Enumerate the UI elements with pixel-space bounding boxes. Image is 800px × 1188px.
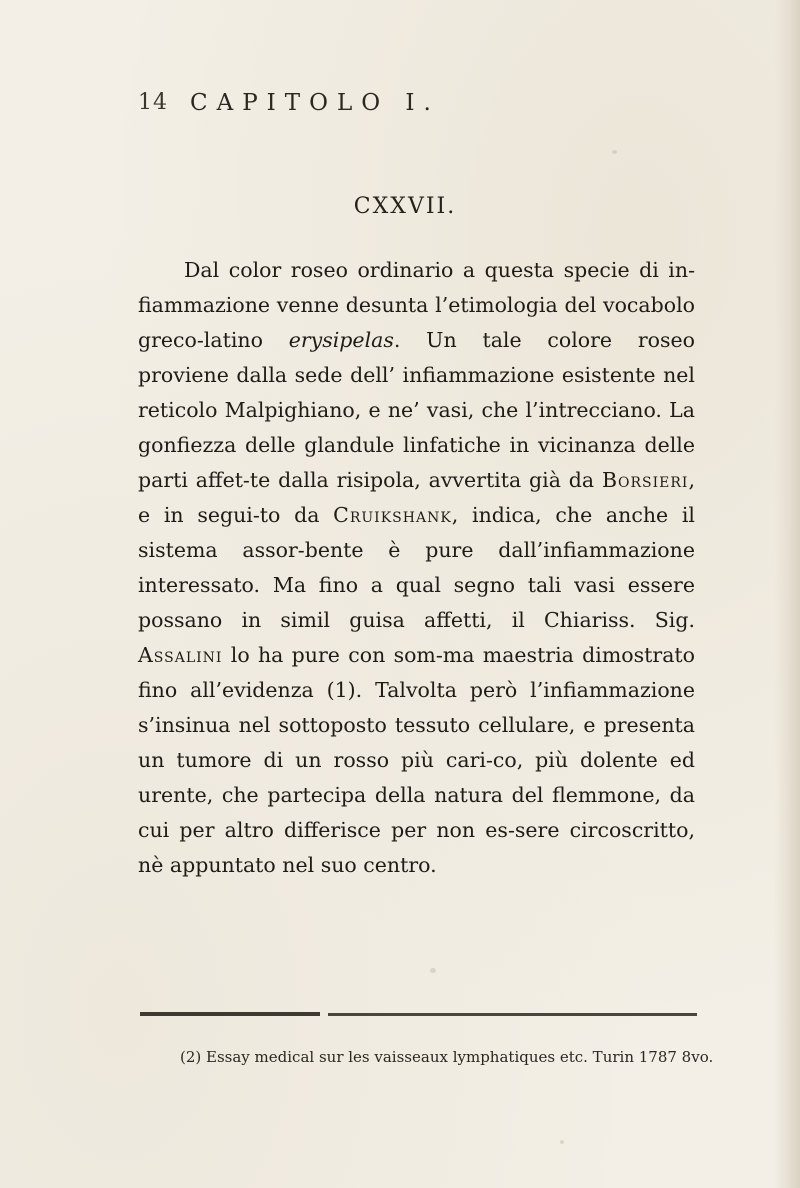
paragraph-text-2: . Un tale colore roseo proviene dalla sede dell’ infiammazione esistente nel reticolo Malpighiano, e ne’ vasi, che l’intrecciano. La gonfiezza delle glandule linfatiche in vicinanza delle parti affet-te dalla risipola, avvertita già da [138,328,695,492]
paragraph-text-1: Dal color roseo ordinario a questa specie di in-fiammazione venne desunta l’etimologia del vocabolo greco-latino [138,258,695,352]
author-name-assalini: Assalini [138,643,223,667]
italic-term: erysipelas [288,328,394,352]
running-head [138,90,658,120]
paragraph-text-5: lo ha pure con som-ma maestria dimostrato fino all’evidenza (1). Talvolta però l’infiammazione s’insinua nel sottoposto tessuto cellulare, e presenta un tumore di un rosso più cari-co, più dolente ed urente, che partecipa della natura del flemmone, da cui per altro differisce per non es-sere circoscritto, nè appuntato nel suo centro. [138,643,695,877]
rule-segment-left [140,1012,320,1016]
author-name-cruikshank: Cruikshank [333,503,452,527]
body-paragraph [138,253,695,883]
page-number: 14 [138,90,168,115]
paragraph-text-4: , indica, che anche il sistema assor-bente è pure dall’infiammazione interessato. Ma fino a qual segno tali vasi essere possano in simil guisa affetti, il Chiariss. Sig. [138,503,695,632]
paper-speck [612,150,617,154]
footnote-rule [140,1012,697,1017]
page-edge-shadow [774,0,800,1188]
chapter-heading: CAPITOLO I. [190,90,440,116]
section-number: CXXVII. [353,194,457,219]
author-name-borsieri: Borsieri [601,468,689,492]
footnote: (2) Essay medical sur les vaisseaux lymphatiques etc. Turin 1787 8vo. [180,1048,714,1066]
rule-segment-right [328,1013,697,1016]
paper-speck [560,1140,564,1144]
paper-speck [430,968,436,973]
paragraph-text-3: , e in segui-to da [138,468,695,527]
